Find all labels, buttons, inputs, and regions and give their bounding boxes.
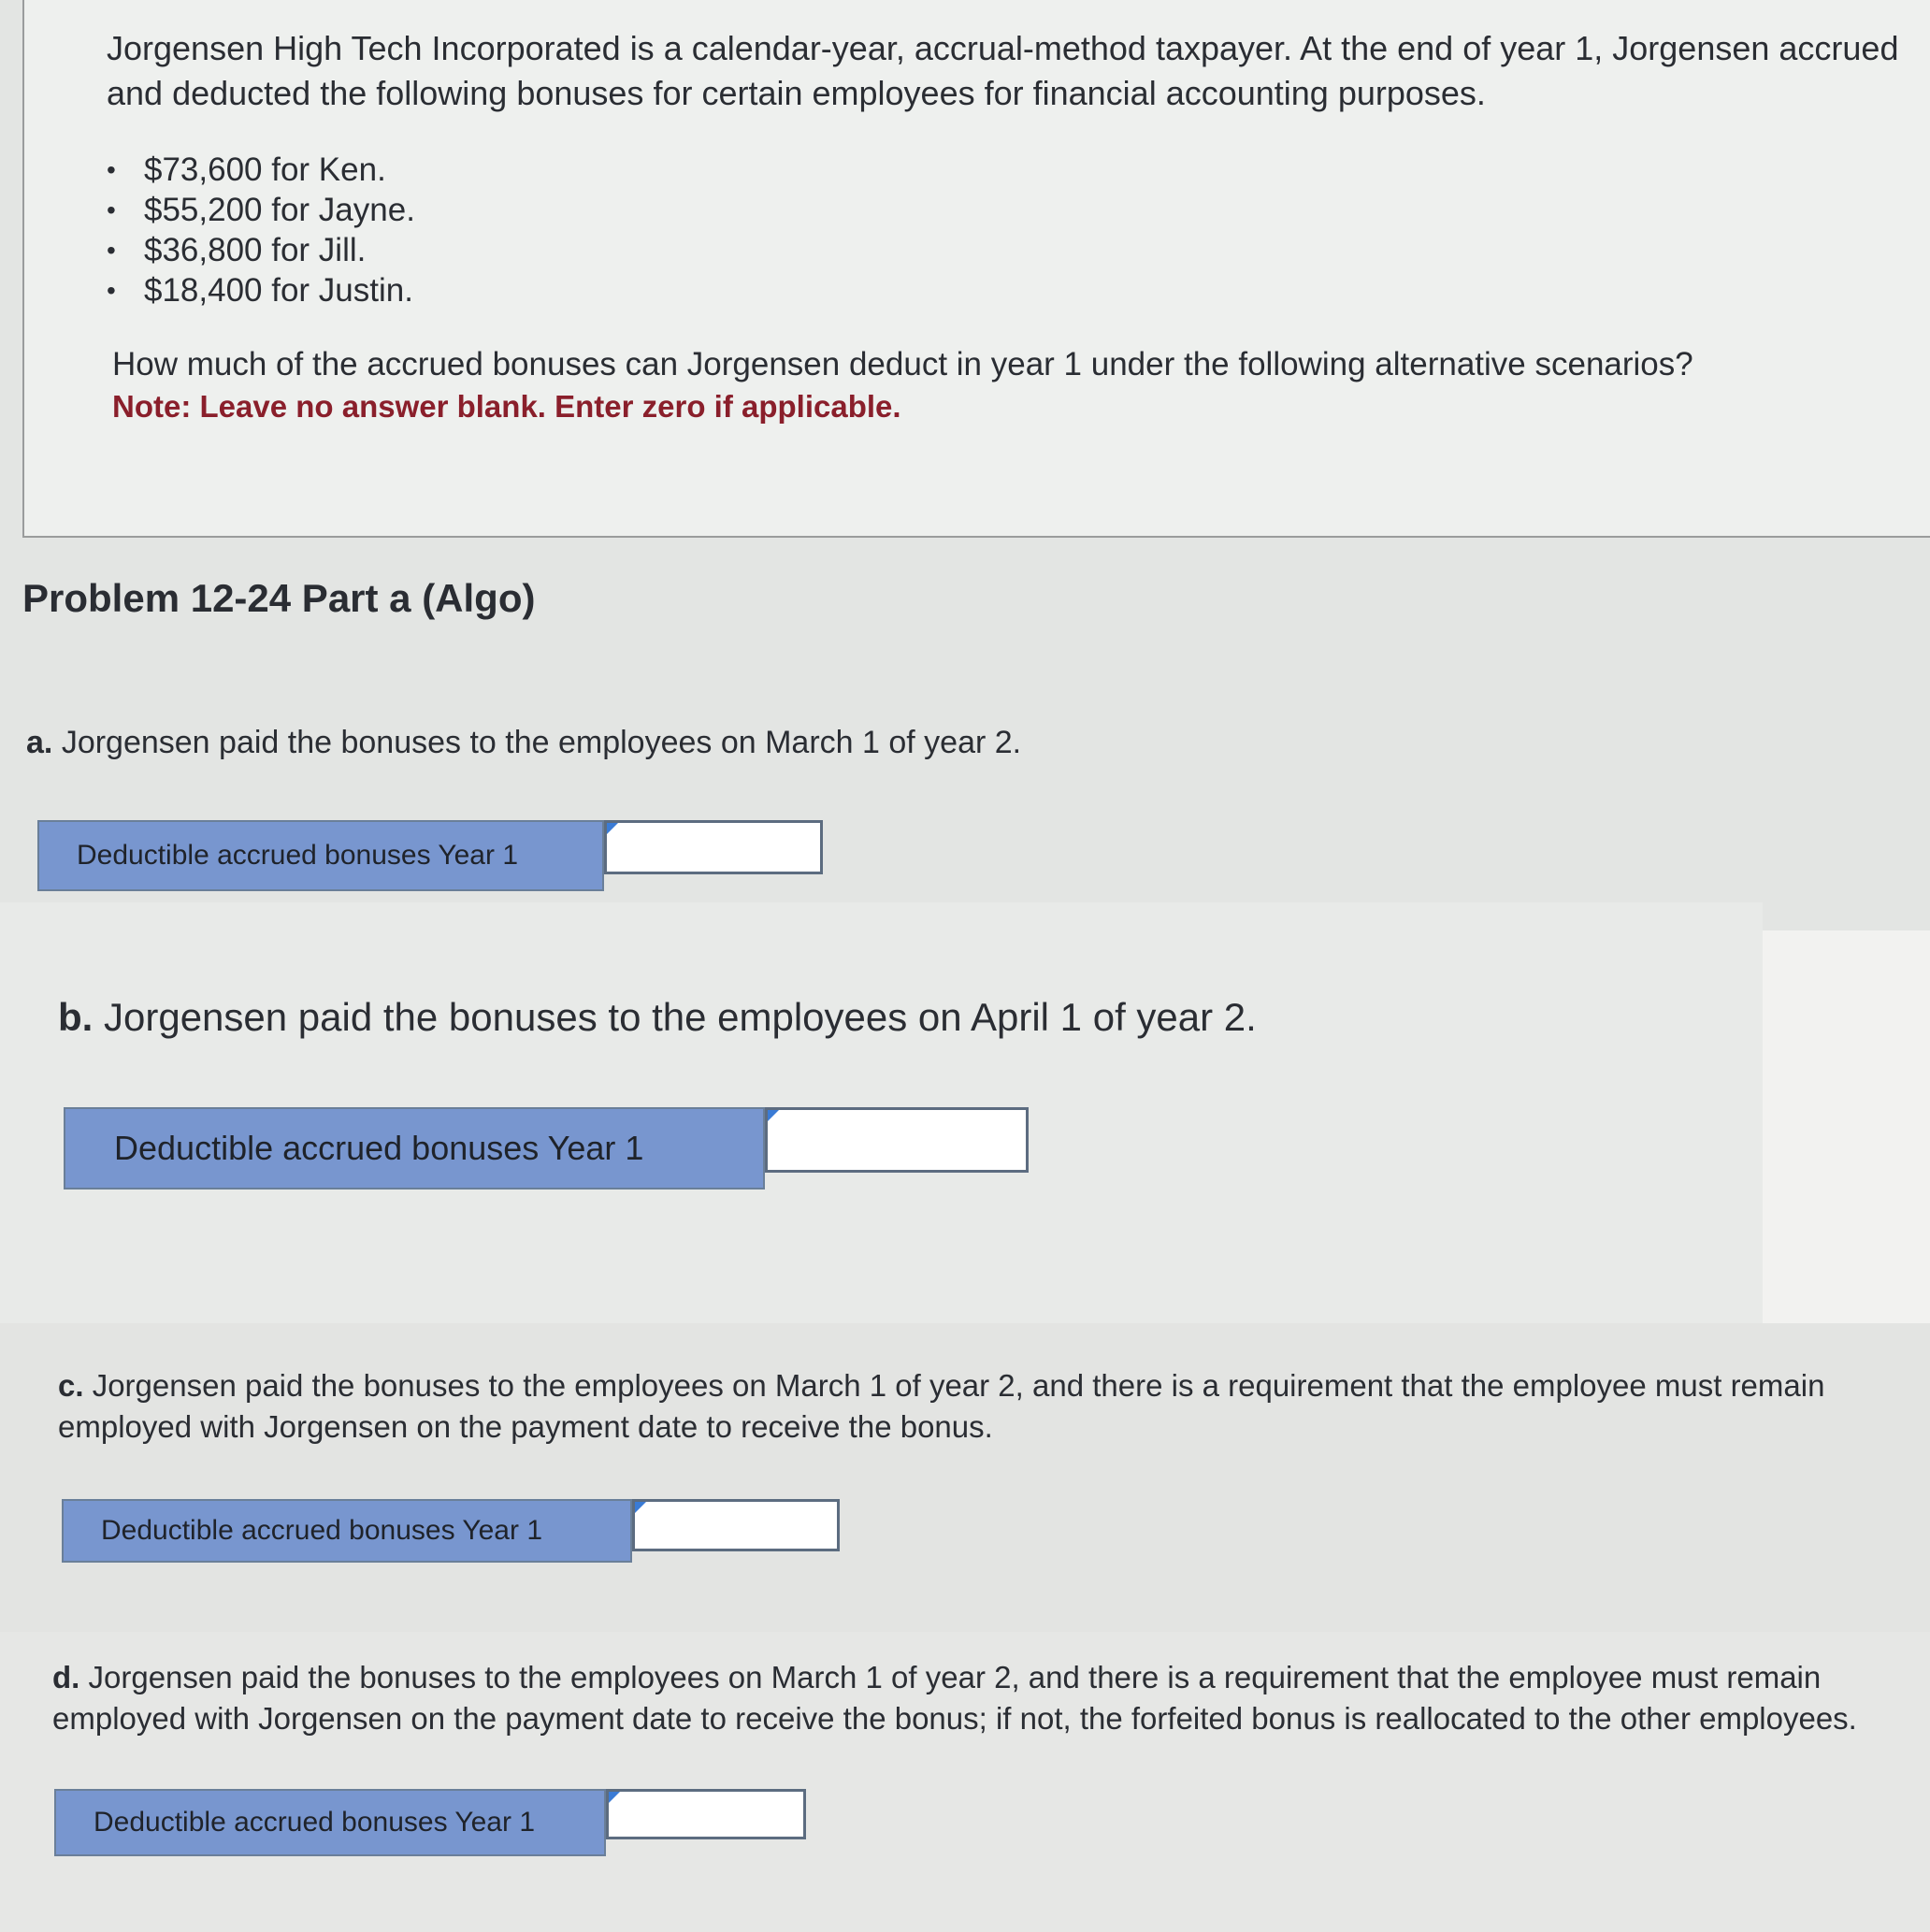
part-b-answer-label: Deductible accrued bonuses Year 1 — [64, 1107, 765, 1189]
part-b-letter: b. — [58, 995, 94, 1039]
part-b-text: Jorgensen paid the bonuses to the employees on April 1 of year 2. — [104, 995, 1257, 1039]
part-c-answer-row — [62, 1499, 840, 1563]
part-d-answer-row — [54, 1789, 806, 1856]
question-text: How much of the accrued bonuses can Jorgensen deduct in year 1 under the following alternative scenarios? — [112, 346, 1693, 382]
part-b-answer-input[interactable] — [765, 1107, 1029, 1173]
bonus-item-ken: • $73,600 for Ken. — [107, 150, 415, 190]
part-d-answer-label: Deductible accrued bonuses Year 1 — [54, 1789, 606, 1856]
bonus-item-jayne: • $55,200 for Jayne. — [107, 190, 415, 230]
part-c-text: Jorgensen paid the bonuses to the employees on March 1 of year 2, and there is a requirement that the employee must remain employed with Jorgensen on the payment date to receive the bonus. — [58, 1368, 1825, 1444]
part-c-answer-label: Deductible accrued bonuses Year 1 — [62, 1499, 632, 1563]
part-d-letter: d. — [52, 1660, 80, 1694]
part-c-answer-input[interactable] — [632, 1499, 840, 1551]
bonus-item-justin: • $18,400 for Justin. — [107, 270, 415, 310]
part-d-answer-input[interactable] — [606, 1789, 806, 1839]
background-edge — [1763, 930, 1930, 1323]
part-c-letter: c. — [58, 1368, 84, 1403]
part-d-question — [52, 1657, 1904, 1739]
bonus-list — [107, 150, 415, 310]
part-d-text: Jorgensen paid the bonuses to the employees on March 1 of year 2, and there is a requirement that the employee must remain employed with Jorgensen on the payment date to receive the bonus; if not, the forfeited bonus is reallocated to the other employees. — [52, 1660, 1857, 1736]
part-b-answer-row — [64, 1107, 1029, 1189]
part-a-question — [26, 722, 1021, 763]
part-a-answer-row — [37, 820, 823, 891]
part-b-question — [58, 993, 1257, 1042]
problem-title: Problem 12-24 Part a (Algo) — [22, 576, 536, 620]
part-a-answer-input[interactable] — [604, 820, 823, 874]
bonus-item-jill: • $36,800 for Jill. — [107, 230, 415, 270]
part-a-text: Jorgensen paid the bonuses to the employees on March 1 of year 2. — [61, 725, 1022, 760]
part-a-letter: a. — [26, 725, 53, 760]
answer-note: Note: Leave no answer blank. Enter zero if applicable. — [112, 389, 901, 424]
part-c-question — [58, 1365, 1891, 1448]
part-a-answer-label: Deductible accrued bonuses Year 1 — [37, 820, 604, 891]
intro-paragraph: Jorgensen High Tech Incorporated is a calendar-year, accrual-method taxpayer. At the end of year 1, Jorgensen accrued and deducted the following bonuses for certain employees for financial accounting purposes. — [107, 29, 1899, 112]
